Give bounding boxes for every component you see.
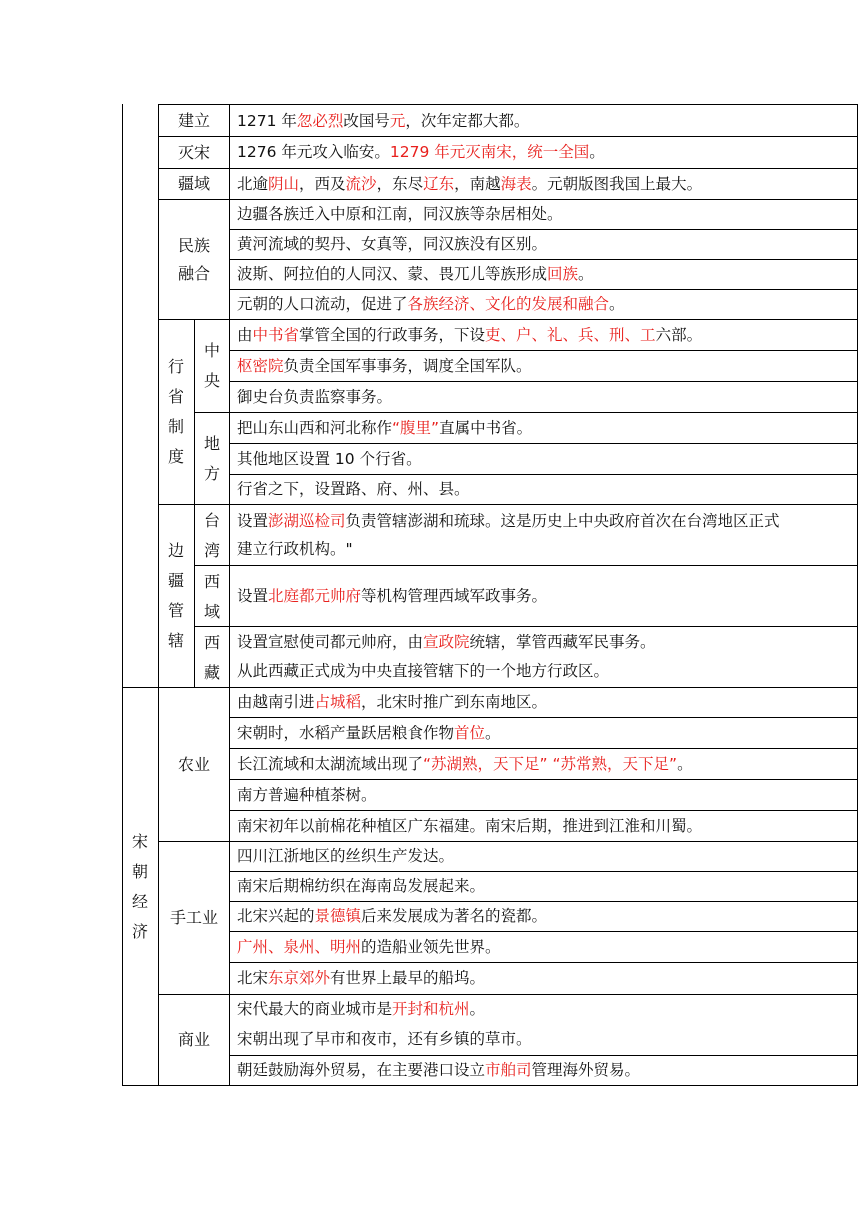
row-text [237, 169, 702, 199]
highlight-text: 宣政院 [423, 633, 470, 651]
highlight-text: 1279 年元灭南宋，统一全国 [389, 143, 590, 161]
text-segment: 元朝的人口流动，促进了 [237, 295, 408, 313]
highlight-text: 澎湖巡检司 [268, 512, 346, 530]
text-segment: 。元朝版图我国上最大。 [531, 175, 703, 193]
highlight-text: 首位 [454, 724, 486, 742]
text-segment: ，南越 [454, 175, 501, 193]
row-text [237, 932, 501, 962]
text-segment: 等机构管理西域军政事务。 [361, 587, 548, 605]
row-text [237, 718, 501, 748]
text-segment: 负责管辖澎湖和琉球。这是历史上中央政府首次在台湾地区正式 [345, 512, 780, 530]
subcategory-central: 中 央 [203, 341, 220, 390]
highlight-text: 海表 [500, 175, 532, 193]
row-text [237, 259, 594, 289]
row-text [237, 382, 392, 412]
text-segment: 边疆各族迁入中原和江南，同汉族等杂居相处。 [237, 205, 563, 223]
text-segment: 把山东山西和河北称作 [237, 419, 393, 437]
highlight-text: 北庭都元帅府 [268, 587, 362, 605]
category-establish: 建立 [177, 110, 210, 130]
highlight-text: 东京郊外 [268, 969, 331, 987]
text-segment: 其他地区设置 10 个行省。 [237, 450, 422, 468]
category-conquer-song: 灭宋 [177, 142, 210, 162]
subcategory-local: 地 方 [203, 434, 220, 483]
text-segment: 南方普遍种植茶树。 [237, 786, 377, 804]
text-segment: 。 [469, 1000, 486, 1018]
row-text [237, 749, 693, 779]
text-segment: 长江流域和太湖流域出现了 [237, 755, 424, 773]
text-segment: 朝廷鼓励海外贸易，在主要港口设立 [237, 1061, 486, 1079]
highlight-text: 辽东 [423, 175, 455, 193]
text-segment: 直属中书省。 [439, 419, 533, 437]
row-text [237, 841, 454, 871]
row-text [237, 995, 485, 1023]
text-segment: 管理海外贸易。 [531, 1061, 641, 1079]
subcategory-tibet: 西 藏 [203, 633, 220, 682]
category-frontier-admin: 边 疆 管 辖 [167, 541, 184, 650]
row-text [237, 901, 547, 931]
text-segment: 四川江浙地区的丝织生产发达。 [237, 847, 455, 865]
subcategory-handicraft: 手工业 [169, 908, 218, 927]
text-segment: 北宋 [237, 969, 269, 987]
text-segment: 有世界上最早的船坞。 [330, 969, 486, 987]
text-segment: 宋代最大的商业城市是 [237, 1000, 393, 1018]
text-segment: ，东尽 [376, 175, 424, 193]
text-segment: 后来发展成为著名的瓷都。 [361, 907, 548, 925]
text-segment: 。 [578, 265, 594, 283]
highlight-text: 回族 [547, 265, 579, 283]
subcategory-commerce: 商业 [177, 1030, 210, 1049]
row-text [237, 963, 485, 993]
category-ethnic-fusion-line1: 民族 [177, 235, 210, 255]
text-segment: 设置 [237, 512, 269, 530]
category-ethnic-fusion-line2: 融合 [177, 263, 210, 283]
text-segment: 御史台负责监察事务。 [237, 388, 393, 406]
highlight-text: 各族经济、文化的发展和融合 [407, 295, 610, 313]
row-text [237, 581, 547, 611]
highlight-text: 开封和杭州 [392, 1000, 470, 1018]
text-segment: 掌管全国的行政事务，下设 [299, 326, 486, 344]
text-segment: 六部。 [655, 326, 703, 344]
row-text [237, 474, 470, 504]
row-text [237, 628, 656, 656]
row-text [237, 687, 547, 717]
text-segment: 统辖，掌管西藏军民事务。 [469, 633, 656, 651]
text-segment: 的造船业领先世界。 [361, 938, 501, 956]
highlight-text: 中书省 [252, 326, 300, 344]
text-segment: 负责全国军事事务，调度全国军队。 [283, 357, 532, 375]
highlight-text: 忽必烈 [296, 112, 344, 130]
category-province-system: 行 省 制 度 [167, 357, 184, 466]
highlight-text: 元 [389, 112, 406, 130]
text-segment: ，次年定都大都。 [405, 112, 530, 130]
text-segment: 。 [589, 143, 605, 161]
text-segment: 1276 年元攻入临安。 [237, 143, 390, 161]
subcategory-western-regions: 西 域 [203, 572, 220, 621]
row-text [237, 871, 485, 901]
text-segment: 。 [677, 755, 693, 773]
highlight-text: 景德镇 [314, 907, 362, 925]
highlight-text: 吏、户、礼、兵、刑、工 [485, 326, 656, 344]
row-text [237, 811, 702, 841]
row-text [237, 351, 532, 381]
category-song-economy: 宋 朝 经 济 [131, 832, 148, 941]
category-territory: 疆域 [177, 174, 210, 193]
text-segment: 南宋后期棉纺织在海南岛发展起来。 [237, 877, 486, 895]
row-text [237, 1025, 532, 1053]
text-segment: 由 [237, 326, 253, 344]
text-segment: 北宋兴起的 [237, 907, 315, 925]
category-ethnic-fusion [159, 200, 229, 319]
row-text [237, 507, 780, 535]
text-segment: ，北宋时推广到东南地区。 [361, 693, 548, 711]
text-segment: 建立行政机构。" [237, 540, 353, 558]
highlight-text: “苏湖熟，天下足” “苏常熟，天下足” [423, 755, 678, 773]
text-segment: ，西及 [299, 175, 346, 193]
text-segment: 由越南引进 [237, 693, 315, 711]
row-text [237, 106, 529, 136]
text-segment: 黄河流域的契丹、女真等，同汉族没有区别。 [237, 235, 548, 253]
text-segment: 。 [609, 295, 625, 313]
row-text [237, 444, 422, 474]
row-text [237, 137, 605, 167]
text-segment: 从此西藏正式成为中央直接管辖下的一个地方行政区。 [237, 662, 610, 680]
text-segment: 波斯、阿拉伯的人同汉、蒙、畏兀儿等族形成 [237, 265, 548, 283]
subcategory-taiwan: 台 湾 [203, 511, 220, 560]
row-text [237, 1055, 640, 1085]
subcategory-agriculture: 农业 [177, 754, 210, 774]
row-text [237, 657, 609, 685]
highlight-text: 占城稻 [314, 693, 362, 711]
highlight-text: 广州、泉州、明州 [237, 938, 362, 956]
highlight-text: 阴山 [268, 175, 300, 193]
row-text [237, 413, 532, 443]
highlight-text: 流沙 [345, 175, 377, 193]
text-segment: 设置 [237, 587, 269, 605]
text-segment: 。 [485, 724, 501, 742]
row-text [237, 289, 625, 319]
row-text [237, 780, 377, 810]
text-segment: 设置宣慰使司都元帅府，由 [237, 633, 424, 651]
row-text [237, 199, 563, 229]
text-segment: 北逾 [237, 175, 269, 193]
highlight-text: 枢密院 [237, 357, 284, 375]
row-text [237, 229, 547, 259]
text-segment: 1271 年 [237, 112, 297, 130]
text-segment: 改国号 [343, 112, 390, 130]
text-segment: 宋朝出现了早市和夜市，还有乡镇的草市。 [237, 1030, 532, 1048]
row-text [237, 535, 353, 563]
highlight-text: 市舶司 [485, 1061, 532, 1079]
highlight-text: “腹里” [392, 419, 440, 437]
text-segment: 宋朝时，水稻产量跃居粮食作物 [237, 724, 455, 742]
text-segment: 南宋初年以前棉花种植区广东福建。南宋后期，推进到江淮和川蜀。 [237, 817, 703, 835]
row-text [237, 320, 702, 350]
text-segment: 行省之下，设置路、府、州、县。 [237, 480, 470, 498]
